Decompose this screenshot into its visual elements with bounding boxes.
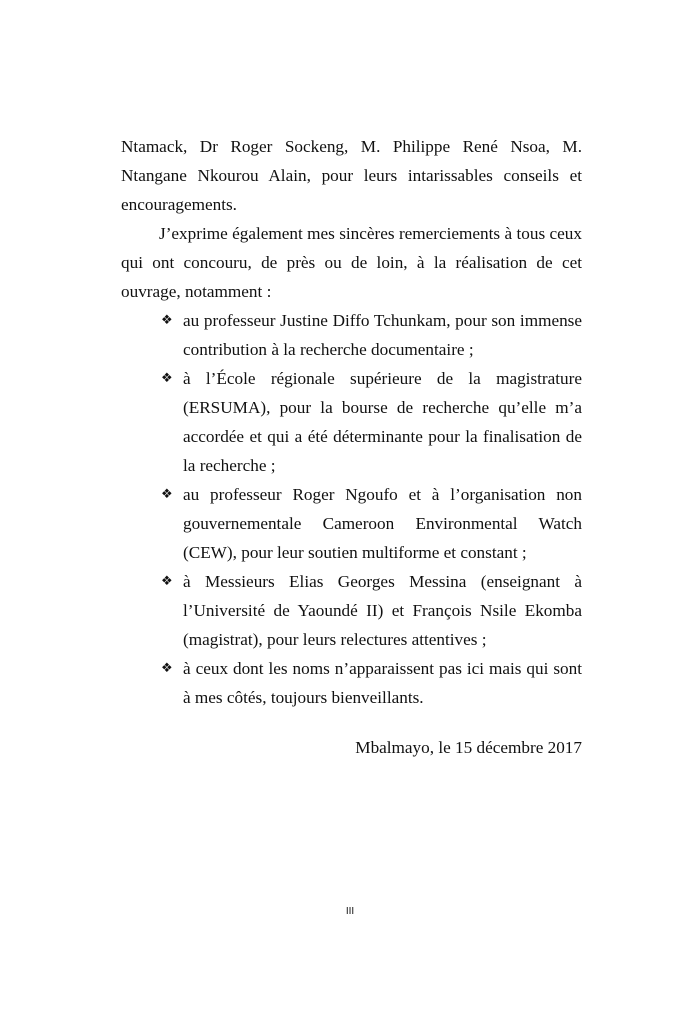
list-item xyxy=(121,480,582,567)
paragraph-thanks: J’exprime également mes sincères remerciements à tous ceux qui ont concouru, de près ou de loin, à la réalisation de cet ouvrage, notamment : xyxy=(121,224,582,301)
diamond-bullet-icon: ❖ xyxy=(161,313,173,328)
diamond-bullet-icon: ❖ xyxy=(161,661,173,676)
list-item-text: à Messieurs Elias Georges Messina (enseignant à l’Université de Yaoundé II) et François Nsile Ekomba (magistrat), pour leurs relectures attentives ; xyxy=(183,572,582,649)
list-item xyxy=(121,567,582,654)
place-date-signature: Mbalmayo, le 15 décembre 2017 xyxy=(355,738,582,757)
list-item-text: à l’École régionale supérieure de la magistrature (ERSUMA), pour la bourse de recherche qu’elle m’a accordée et qui a été déterminante pour la finalisation de la recherche ; xyxy=(183,369,582,475)
diamond-bullet-icon: ❖ xyxy=(161,487,173,502)
list-item-text: au professeur Roger Ngoufo et à l’organisation non gouvernementale Cameroon Environmental Watch (CEW), pour leur soutien multiforme et constant ; xyxy=(183,485,582,562)
page-number: III xyxy=(345,906,355,917)
list-item-text: au professeur Justine Diffo Tchunkam, pour son immense contribution à la recherche documentaire ; xyxy=(183,311,582,359)
list-item xyxy=(121,654,582,712)
acknowledgements-body xyxy=(121,132,582,762)
diamond-bullet-icon: ❖ xyxy=(161,371,173,386)
diamond-bullet-icon: ❖ xyxy=(161,574,173,589)
thanks-list xyxy=(121,306,582,712)
list-item xyxy=(121,364,582,480)
list-item xyxy=(121,306,582,364)
list-item-text: à ceux dont les noms n’apparaissent pas ici mais qui sont à mes côtés, toujours bienveillants. xyxy=(183,659,582,707)
paragraph-continuation: Ntamack, Dr Roger Sockeng, M. Philippe René Nsoa, M. Ntangane Nkourou Alain, pour leurs intarissables conseils et encouragements. xyxy=(121,137,582,214)
